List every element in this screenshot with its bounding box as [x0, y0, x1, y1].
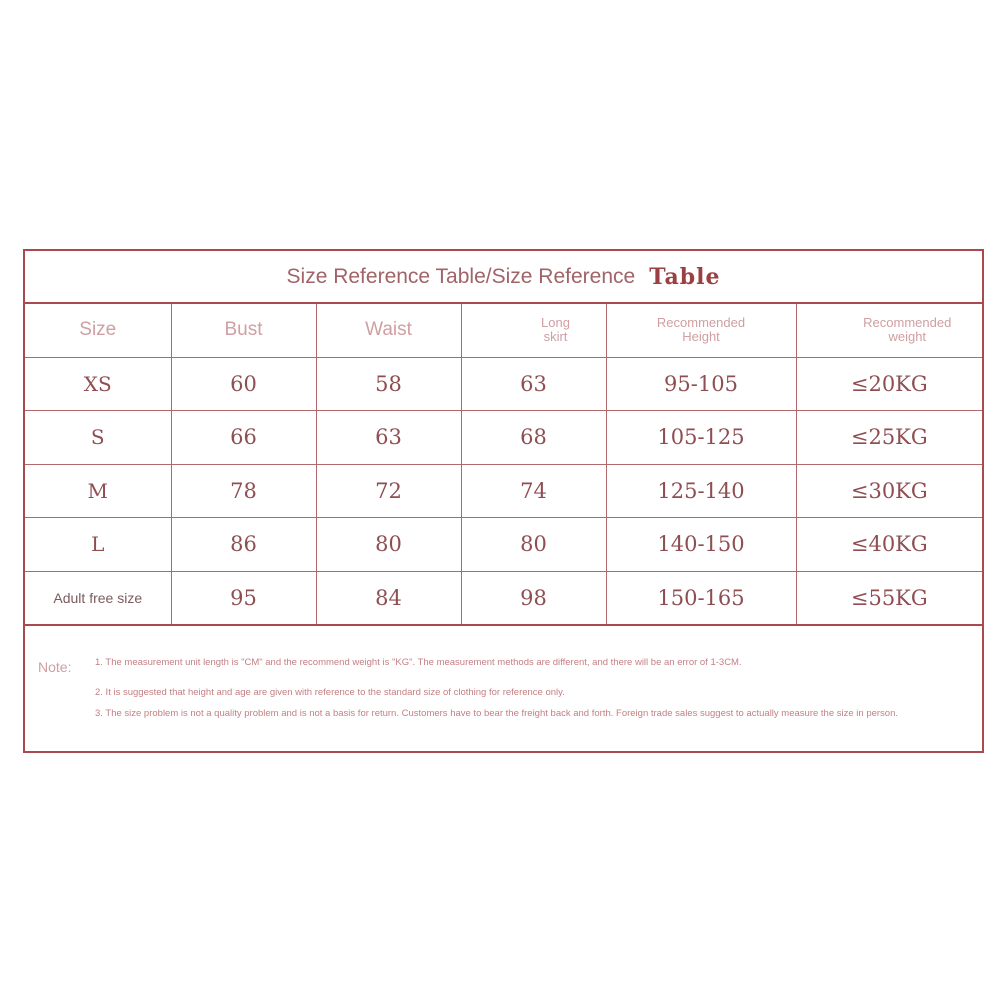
- table-row: [25, 411, 982, 465]
- row-waist: 80: [316, 518, 461, 572]
- row-height: 125-140: [606, 464, 796, 518]
- note-label: Note:: [38, 659, 72, 675]
- header-bust: Bust: [171, 304, 316, 357]
- row-waist: 84: [316, 571, 461, 625]
- row-height: 150-165: [606, 571, 796, 625]
- row-skirt: 68: [461, 411, 606, 465]
- header-long-skirt-line1: Long: [541, 315, 570, 331]
- header-waist: Waist: [316, 304, 461, 357]
- row-size: L: [25, 518, 171, 572]
- header-long-skirt-line2: skirt: [543, 329, 568, 345]
- row-size: Adult free size: [25, 571, 171, 625]
- row-weight: ≤30KG: [796, 464, 982, 518]
- size-table: [25, 304, 982, 626]
- row-skirt: 63: [461, 357, 606, 411]
- row-size: S: [25, 411, 171, 465]
- table-row: [25, 357, 982, 411]
- row-skirt: 98: [461, 571, 606, 625]
- row-bust: 86: [171, 518, 316, 572]
- header-height-line1: Recommended: [656, 315, 746, 331]
- header-recommended-weight: [796, 304, 982, 357]
- table-header-row: [25, 304, 982, 357]
- row-weight: ≤55KG: [796, 571, 982, 625]
- title-emphasis: Table: [649, 263, 721, 290]
- row-weight: ≤40KG: [796, 518, 982, 572]
- table-row: [25, 571, 982, 625]
- table-row: [25, 518, 982, 572]
- row-bust: 78: [171, 464, 316, 518]
- note-item-1: 1. The measurement unit length is "CM" and the recommend weight is "KG". The measurement methods are different, and there will be an error of 1-3CM.: [95, 657, 742, 668]
- header-long-skirt: [461, 304, 606, 357]
- row-waist: 72: [316, 464, 461, 518]
- row-weight: ≤20KG: [796, 357, 982, 411]
- row-height: 105-125: [606, 411, 796, 465]
- header-weight-line1: Recommended: [863, 315, 952, 331]
- header-height-line2: Height: [682, 329, 720, 345]
- row-weight: ≤25KG: [796, 411, 982, 465]
- size-chart-frame: [23, 249, 984, 753]
- row-height: 95-105: [606, 357, 796, 411]
- header-weight-line2: weight: [888, 329, 927, 345]
- row-skirt: 74: [461, 464, 606, 518]
- row-height: 140-150: [606, 518, 796, 572]
- row-size: M: [25, 464, 171, 518]
- note-item-2: 2. It is suggested that height and age are given with reference to the standard size of clothing for reference only.: [95, 687, 565, 698]
- size-chart-title: [25, 251, 982, 304]
- header-recommended-height: [606, 304, 796, 357]
- header-size: Size: [25, 304, 171, 357]
- row-skirt: 80: [461, 518, 606, 572]
- row-bust: 66: [171, 411, 316, 465]
- table-row: [25, 464, 982, 518]
- note-item-3: 3. The size problem is not a quality problem and is not a basis for return. Customers have to bear the freight back and forth. Foreign trade sales suggest to actually measure the size in person.: [95, 708, 899, 719]
- title-main: Size Reference Table/Size Reference: [286, 264, 636, 288]
- row-bust: 95: [171, 571, 316, 625]
- row-waist: 63: [316, 411, 461, 465]
- notes-section: [25, 623, 982, 751]
- row-size: XS: [25, 357, 171, 411]
- row-bust: 60: [171, 357, 316, 411]
- row-waist: 58: [316, 357, 461, 411]
